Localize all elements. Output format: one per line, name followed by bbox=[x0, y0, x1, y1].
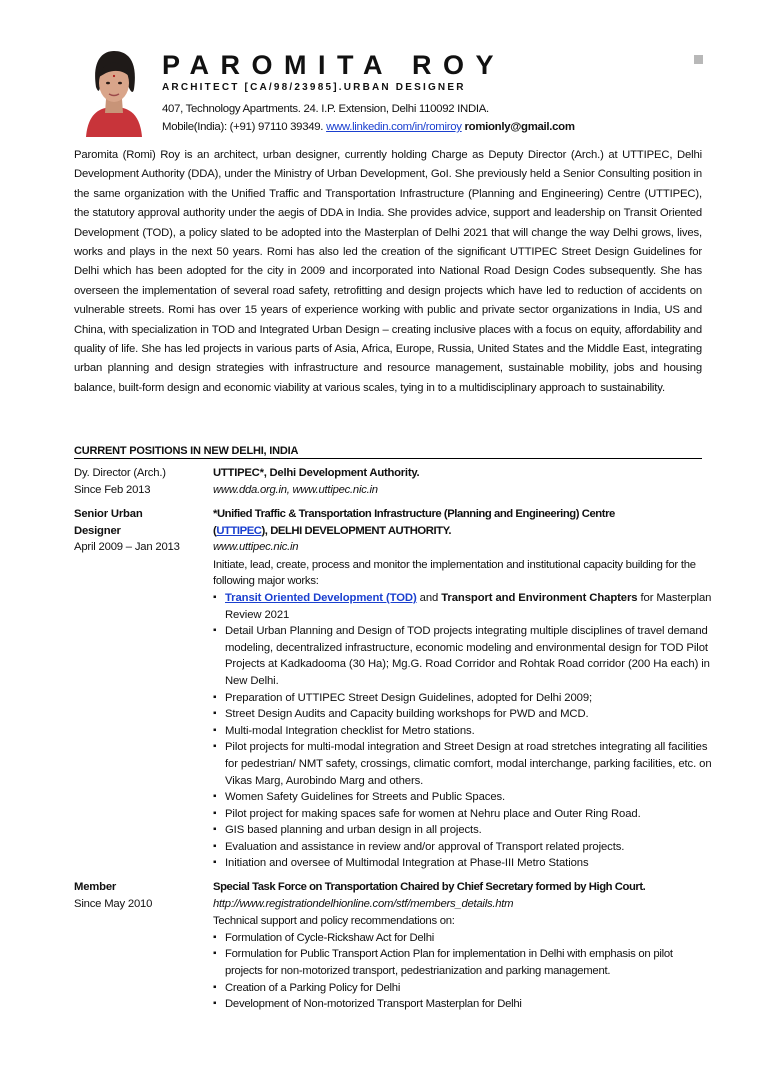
position-details bbox=[213, 465, 713, 498]
position-role: Member bbox=[74, 881, 117, 893]
position-dates: Since Feb 2013 bbox=[74, 483, 151, 496]
responsibility-list bbox=[213, 590, 713, 872]
list-item-text: and bbox=[416, 591, 442, 604]
list-item: ▪ Women Safety Guidelines for Streets and Public Spaces. bbox=[213, 789, 713, 806]
list-item: ▪ Preparation of UTTIPEC Street Design Guidelines, adopted for Delhi 2009; bbox=[213, 690, 713, 707]
tod-link[interactable]: Transit Oriented Development (TOD) bbox=[225, 591, 417, 604]
list-item: ▪ Development of Non-motorized Transport Masterplan for Delhi bbox=[213, 996, 713, 1013]
list-item: ▪ Formulation of Cycle-Rickshaw Act for Delhi bbox=[213, 930, 713, 947]
position-role: Dy. Director (Arch.) bbox=[74, 467, 166, 479]
list-item-bold-text: Transport and Environment Chapters bbox=[441, 591, 638, 604]
position-role-line: Designer bbox=[74, 524, 121, 537]
list-item: ▪ Detail Urban Planning and Design of TOD projects integrating multiple disciplines of travel demand modeling, decentralized infrastructure, economic modeling and environmental design for TOD Pilot Projects at Kadkadooma (30 Ha); Mg.G. Road Corridor and Rohtak Road corridor (200 Ha each) in New Delhi. bbox=[213, 623, 713, 689]
profile-photo bbox=[76, 47, 152, 137]
list-item bbox=[213, 590, 713, 623]
list-item-text: for Masterplan Review 2021 bbox=[225, 591, 712, 621]
contact-line bbox=[162, 121, 575, 133]
section-heading-current-positions: CURRENT POSITIONS IN NEW DELHI, INDIA bbox=[74, 445, 702, 459]
list-item: ▪ Pilot project for making spaces safe for women at Nehru place and Outer Ring Road. bbox=[213, 806, 713, 823]
position-dates: April 2009 – Jan 2013 bbox=[74, 541, 180, 554]
position-website: www.dda.org.in, www.uttipec.nic.in bbox=[213, 483, 378, 496]
position-intro: Initiate, lead, create, process and monitor the implementation and institutional capacity building for the following major works: bbox=[213, 558, 696, 588]
phone-number: Mobile(India): (+91) 97110 39349. bbox=[162, 121, 324, 133]
position-meta bbox=[74, 879, 210, 912]
list-item: ▪ Initiation and oversee of Multimodal Integration at Phase-III Metro Stations bbox=[213, 855, 713, 872]
list-item: ▪ GIS based planning and urban design in all projects. bbox=[213, 822, 713, 839]
position-role-line: Senior Urban bbox=[74, 508, 143, 520]
list-item: ▪ Pilot projects for multi-modal integration and Street Design at road stretches integrating all facilities for pedestrian/ NMT safety, crossings, climatic comfort, modal interchange, parking facilities, etc. on Vikas Marg, Aurobindo Marg and others. bbox=[213, 739, 713, 789]
position-website: www.uttipec.nic.in bbox=[213, 541, 299, 554]
position-details bbox=[213, 506, 713, 872]
linkedin-link[interactable]: www.linkedin.com/in/romiroy bbox=[326, 121, 462, 133]
responsibility-list bbox=[213, 930, 713, 1013]
position-organization: UTTIPEC*, Delhi Development Authority. bbox=[213, 467, 420, 479]
list-item: ▪ Formulation for Public Transport Action Plan for implementation in Delhi with emphasis on pilot projects for non-motorized transport, pedestrianization and parking management. bbox=[213, 946, 713, 979]
position-organization: Special Task Force on Transportation Chaired by Chief Secretary formed by High Court. bbox=[213, 881, 646, 893]
position-meta bbox=[74, 465, 210, 498]
organization-name: *Unified Traffic & Transportation Infrastructure (Planning and Engineering) Centre bbox=[213, 508, 615, 520]
position-organization bbox=[213, 506, 713, 539]
portrait-illustration bbox=[76, 47, 152, 137]
organization-suffix: ), DELHI DEVELOPMENT AUTHORITY. bbox=[261, 524, 452, 537]
position-meta bbox=[74, 506, 210, 556]
position-website: http://www.registrationdelhionline.com/stf/members_details.htm bbox=[213, 897, 514, 910]
list-item: ▪ Multi-modal Integration checklist for Metro stations. bbox=[213, 723, 713, 740]
list-item: ▪ Creation of a Parking Policy for Delhi bbox=[213, 980, 713, 997]
uttipec-link[interactable]: UTTIPEC bbox=[216, 524, 262, 537]
position-intro: Technical support and policy recommendations on: bbox=[213, 915, 455, 928]
candidate-name: PAROMITA ROY bbox=[162, 50, 505, 80]
email-address[interactable]: romionly@gmail.com bbox=[464, 121, 575, 133]
address-line: 407, Technology Apartments. 24. I.P. Extension, Delhi 110092 INDIA. bbox=[162, 103, 489, 115]
position-dates: Since May 2010 bbox=[74, 897, 153, 910]
list-item: ▪ Street Design Audits and Capacity building workshops for PWD and MCD. bbox=[213, 706, 713, 723]
position-details bbox=[213, 879, 713, 1013]
page-corner-marker bbox=[694, 55, 703, 64]
organization-paren-open: ( bbox=[213, 524, 217, 537]
bio-paragraph: Paromita (Romi) Roy is an architect, urban designer, currently holding Charge as Deputy Director (Arch.) at UTTIPEC, Delhi Development Authority (DDA), under the Ministry of Urban Development, GoI. She previously held a Senior Consulting position in the same organization with the Unified Traffic and Transportation Infrastructure (Planning and Engineering) Centre (UTTIPEC), the statutory approval authority under the aegis of DDA in India. She provides advice, support and leadership on Transit Oriented Development (TOD), a policy slated to be adopted into the Masterplan of Delhi 2021 that will change the way Delhi grows, lives, works and plays in the next 50 years. Romi has also led the creation of the significant UTTIPEC Street Design Guidelines for Delhi which has been adopted for the city in 2009 and incorporated into National Road Design Codes subsequently. She has overseen the implementation of several road safety, retrofitting and design projects which have led to reduction of accidents on vulnerable streets. Romi has over 15 years of experience working with public and private sector organizations in India, US and China, with specialization in TOD and Integrated Urban Design – creating inclusive places with a focus on equity, affordability and quality of life. She has led projects in various parts of Asia, Africa, Europe, Russia, United States and the Middle East, integrating urban planning and design strategies with infrastructure and resource management, sustainable mobility, jobs and housing balance, built-form design and economic viability at various scales, tying in to a multidisciplinary approach to sustainability. bbox=[74, 149, 702, 394]
list-item: ▪ Evaluation and assistance in review and/or approval of Transport related projects. bbox=[213, 839, 713, 856]
candidate-title: ARCHITECT [CA/98/23985].URBAN DESIGNER bbox=[162, 82, 466, 93]
